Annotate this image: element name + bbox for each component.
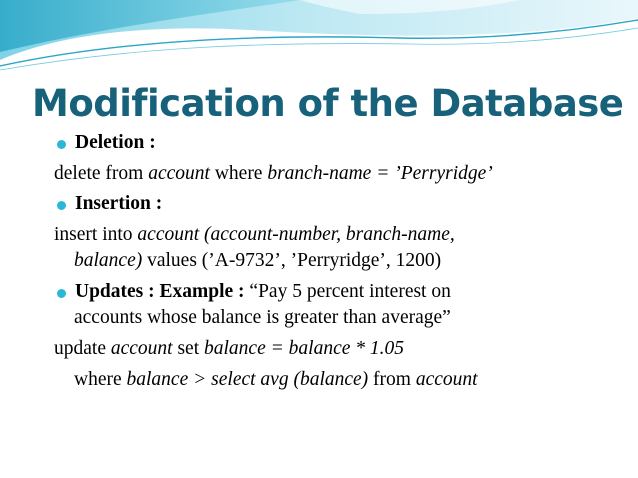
bullet-icon [57, 140, 66, 149]
insertion-heading: Insertion : [75, 193, 163, 214]
keyword-text: where [209, 163, 268, 184]
keyword-text: insert into [54, 224, 138, 245]
update-statement [54, 338, 404, 360]
slide-title: Modification of the Database [32, 82, 624, 125]
predicate-text: branch-name = ’Perryridge’ [267, 163, 493, 184]
relation-name: account [415, 369, 478, 390]
keyword-text: from [368, 369, 416, 390]
keyword-text: delete from [54, 163, 149, 184]
relation-name: account [148, 163, 210, 184]
values-text: values (’A-9732’, ’Perryridge’, 1200) [142, 250, 442, 271]
example-quote-start: “Pay 5 percent interest on [249, 281, 451, 302]
insertion-statement-line-1 [54, 224, 455, 246]
example-quote-end: accounts whose balance is greater than average” [74, 307, 451, 328]
keyword-text: set [172, 338, 205, 359]
update-where-clause [74, 369, 478, 391]
relation-schema: account (account-number, branch-name, [137, 224, 455, 245]
keyword-text: where [74, 369, 127, 390]
bullet-icon [57, 289, 66, 298]
assignment-text: balance = balance * 1.05 [204, 338, 405, 359]
updates-label: Updates : Example : [75, 281, 250, 302]
where-predicate: balance > select avg (balance) [126, 369, 369, 390]
insertion-statement-line-2 [74, 250, 441, 272]
deletion-heading: Deletion : [75, 132, 156, 153]
relation-schema-end: balance) [74, 250, 143, 271]
deletion-statement [54, 163, 493, 185]
updates-heading [75, 281, 451, 303]
bullet-icon [57, 201, 66, 210]
relation-name: account [110, 338, 173, 359]
keyword-text: update [54, 338, 111, 359]
